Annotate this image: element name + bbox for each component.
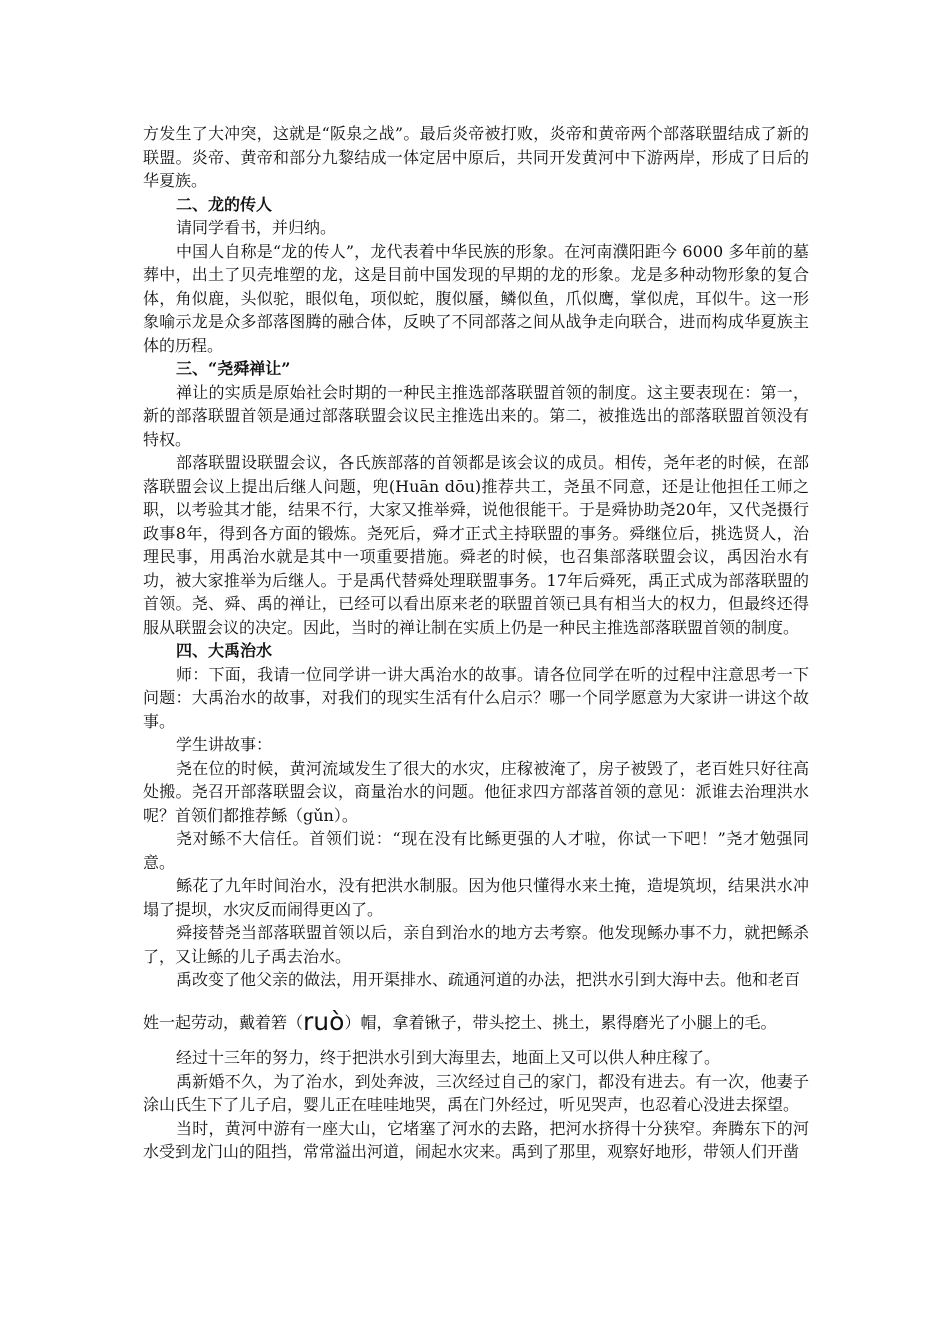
paragraph: 师：下面，我请一位同学讲一讲大禹治水的故事。请各位同学在听的过程中注意思考一下问题：大禹治水的故事，对我们的现实生活有什么启示？哪一个同学愿意为大家讲一讲这个故事。 bbox=[143, 664, 809, 731]
section-heading-flood-control: 四、大禹治水 bbox=[176, 641, 273, 660]
paragraph-ruo-line bbox=[143, 1006, 809, 1036]
text-run: ）帽，拿着锹子，带头挖土、挑土，累得磨光了小腿上的毛。 bbox=[344, 1012, 777, 1032]
paragraph: 禅让的实质是原始社会时期的一种民主推选部落联盟首领的制度。这主要表现在：第一，新的部落联盟首领是通过部落联盟会议民主推选出来的。第二，被推选出的部落联盟首领没有特权。 bbox=[143, 382, 809, 449]
section-heading-abdication: 三、“尧舜禅让” bbox=[176, 359, 291, 378]
paragraph: 舜接替尧当部落联盟首领以后，亲自到治水的地方去考察。他发现鲧办事不力，就把鲧杀了，又让鲧的儿子禹去治水。 bbox=[143, 923, 809, 966]
paragraph: 中国人自称是“龙的传人”，龙代表着中华民族的形象。在河南濮阳距今 6000 多年前的墓葬中，出土了贝壳堆塑的龙，这是目前中国发现的早期的龙的形象。龙是多种动物形象的复合体，角似鹿，头似驼，眼似龟，项似蛇，腹似蜃，鳞似鱼，爪似鹰，掌似虎，耳似牛。这一形象喻示龙是众多部落图腾的融合体，反映了不同部落之间从战争走向联合，进而构成华夏族主体的历程。 bbox=[143, 241, 809, 355]
paragraph: 尧对鲧不大信任。首领们说：“现在没有比鲧更强的人才啦，你试一下吧！”尧才勉强同意。 bbox=[143, 829, 809, 872]
text-run: 姓一起劳动，戴着箬（ bbox=[143, 1012, 304, 1032]
paragraph: 鲧花了九年时间治水，没有把洪水制服。因为他只懂得水来土掩，造堤筑坝，结果洪水冲塌了提坝，水灾反而闹得更凶了。 bbox=[143, 876, 809, 919]
paragraph: 当时，黄河中游有一座大山，它堵塞了河水的去路，把河水挤得十分狭窄。奔腾东下的河水受到龙门山的阻挡，常常溢出河道，闹起水灾来。禹到了那里，观察好地形，带领人们开凿 bbox=[143, 1118, 809, 1161]
paragraph-intro: 方发生了大冲突，这就是“阪泉之战”。最后炎帝被打败，炎帝和黄帝两个部落联盟结成了新的联盟。炎帝、黄帝和部分九黎结成一体定居中原后，共同开发黄河中下游两岸，形成了日后的华夏族。 bbox=[143, 124, 809, 190]
paragraph: 禹改变了他父亲的做法，用开渠排水、疏通河道的办法，把洪水引到大海中去。他和老百 bbox=[176, 970, 801, 989]
section-heading-dragon: 二、龙的传人 bbox=[176, 194, 273, 214]
paragraph: 禹新婚不久，为了治水，到处奔波，三次经过自己的家门，都没有进去。有一次，他妻子涂山氏生下了儿子启，婴儿正在哇哇地哭，禹在门外经过，听见哭声，也忍着心没进去探望。 bbox=[143, 1071, 809, 1114]
paragraph: 尧在位的时候，黄河流域发生了很大的水灾，庄稼被淹了，房子被毁了，老百姓只好往高处搬。尧召开部落联盟会议，商量治水的问题。他征求四方部落首领的意见：派谁去治理洪水呢？首领们都推荐鲧（gǔn）。 bbox=[143, 758, 809, 825]
document-body bbox=[143, 122, 809, 1164]
pinyin-annotation: ruò bbox=[303, 1006, 345, 1036]
paragraph: 部落联盟设联盟会议，各氏族部落的首领都是该会议的成员。相传，尧年老的时候，在部落联盟会议上提出后继人问题，兜(Huān dōu)推荐共工，尧虽不同意，还是让他担任工师之职，以考验其才能，结果不行，大家又推举舜，说他很能干。于是舜协助尧20年，又代尧摄行政事8年，得到各方面的锻炼。尧死后，舜才正式主持联盟的事务。舜继位后，挑选贤人，治理民事，用禹治水就是其中一项重要措施。舜老的时候，也召集部落联盟会议，禹因治水有功，被大家推举为后继人。于是禹代替舜处理联盟事务。17年后舜死，禹正式成为部落联盟的首领。尧、舜、禹的禅让，已经可以看出原来老的联盟首领已具有相当大的权力，但最终还得服从联盟会议的决定。因此，当时的禅让制在实质上仍是一种民主推选部落联盟首领的制度。 bbox=[143, 453, 809, 637]
paragraph: 学生讲故事： bbox=[176, 735, 273, 754]
paragraph: 请同学看书，并归纳。 bbox=[176, 218, 337, 237]
paragraph: 经过十三年的努力，终于把洪水引到大海里去，地面上又可以供人种庄稼了。 bbox=[176, 1048, 721, 1067]
